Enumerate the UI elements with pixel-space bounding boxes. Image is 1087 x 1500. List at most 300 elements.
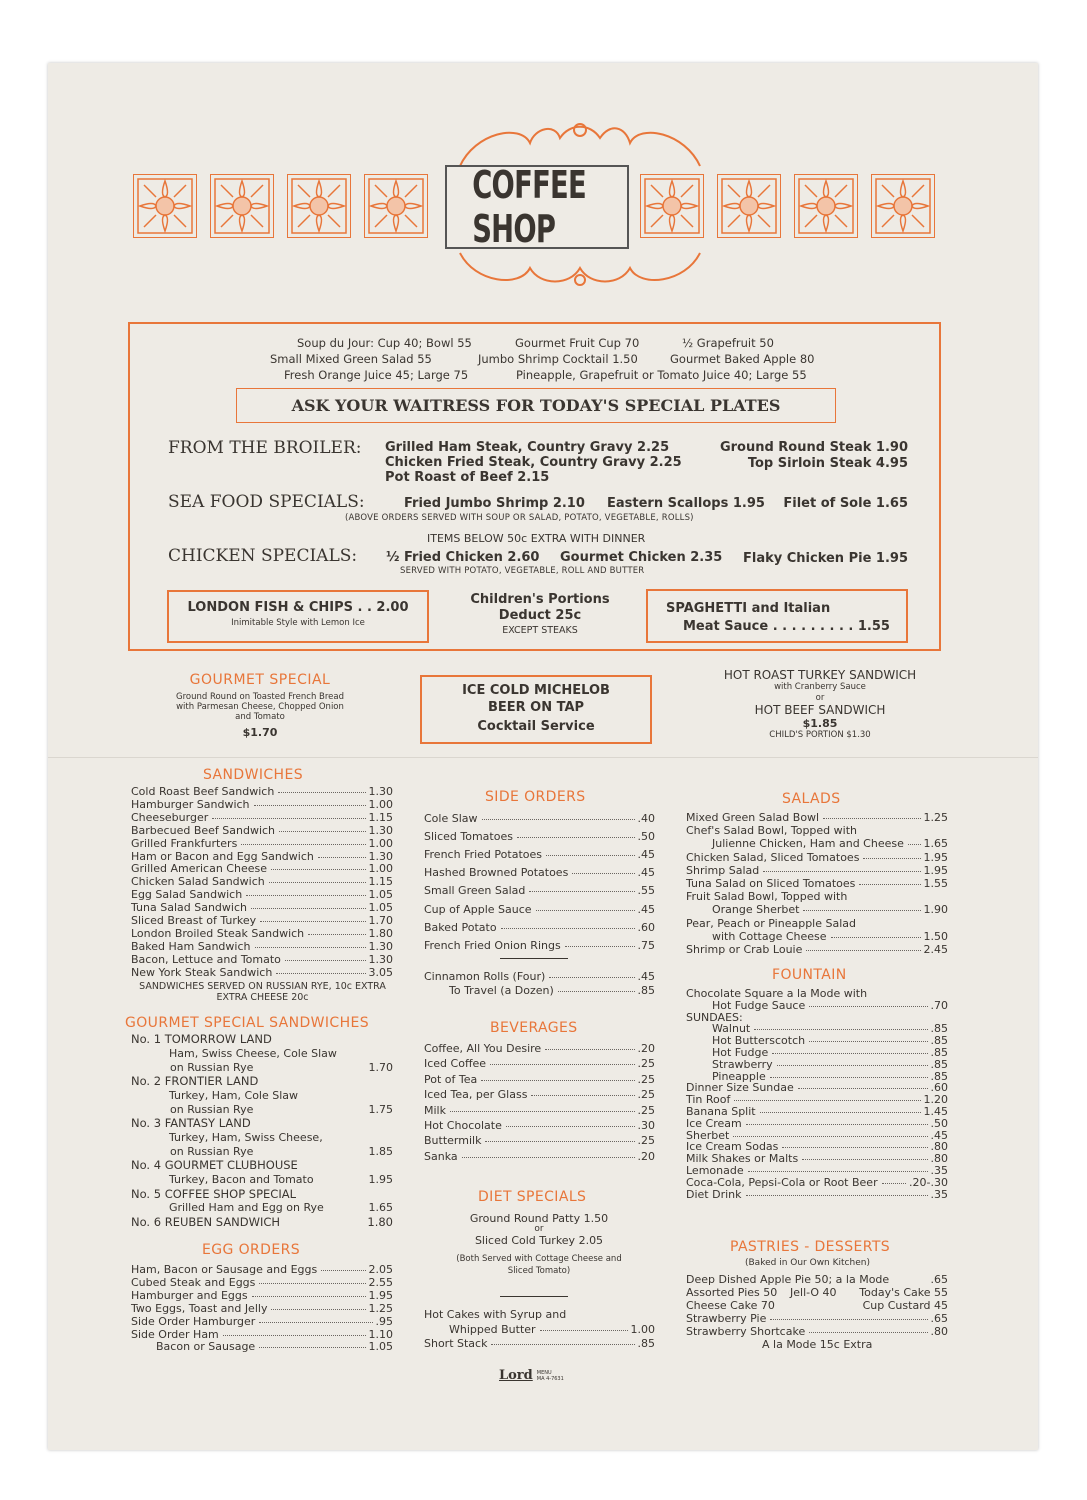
item-name: London Broiled Steak Sandwich bbox=[131, 926, 305, 940]
broiler-item: Top Sirloin Steak 4.95 bbox=[747, 456, 908, 471]
item-name: Barbecued Beef Sandwich bbox=[131, 823, 276, 837]
menu-item-row bbox=[131, 1328, 393, 1341]
dot-leader bbox=[908, 844, 921, 845]
gourmet-sandwich-desc bbox=[169, 1047, 393, 1060]
item-name: Bacon, Lettuce and Tomato bbox=[131, 952, 281, 966]
dot-leader bbox=[863, 858, 920, 859]
item-name: Shrimp Salad bbox=[686, 863, 760, 877]
item-name: To Travel (a Dozen) bbox=[449, 984, 554, 997]
item-name: Baked Potato bbox=[424, 920, 497, 934]
dot-leader bbox=[321, 1270, 365, 1271]
menu-item-row bbox=[424, 830, 655, 843]
seafood-note: (ABOVE ORDERS SERVED WITH SOUP OR SALAD, POTATO, VEGETABLE, ROLLS) bbox=[345, 513, 694, 523]
item-name: Ham or Bacon and Egg Sandwich bbox=[131, 849, 314, 863]
item-name: Banana Split bbox=[686, 1105, 756, 1118]
dot-leader bbox=[565, 946, 635, 947]
item-price: .25 bbox=[637, 1103, 655, 1117]
beer-line3: Cocktail Service bbox=[477, 719, 595, 734]
item-name: Walnut bbox=[712, 1022, 751, 1036]
dot-leader bbox=[772, 1053, 927, 1054]
item-price: 1.70 bbox=[368, 1060, 393, 1074]
item-desc: Turkey, Ham, Cole Slaw bbox=[169, 1088, 299, 1102]
diet-line: Ground Round Patty 1.50 bbox=[469, 1212, 609, 1225]
page-title: COFFEE SHOP bbox=[472, 163, 586, 251]
turkey-line6: CHILD'S PORTION $1.30 bbox=[769, 730, 871, 740]
menu-item-row bbox=[424, 1308, 655, 1321]
item-price: 1.00 bbox=[630, 1322, 655, 1336]
item-price: .25 bbox=[637, 1134, 655, 1148]
fold-line bbox=[48, 757, 1038, 758]
item-name: Ice Cream bbox=[686, 1116, 742, 1130]
diet-note: (Both Served with Cottage Cheese and bbox=[456, 1254, 622, 1264]
item-price: 2.45 bbox=[923, 943, 948, 956]
item-price: .85 bbox=[930, 1057, 948, 1071]
menu-item-row bbox=[131, 914, 393, 927]
item-price: 1.20 bbox=[923, 1093, 948, 1107]
divider bbox=[500, 1296, 568, 1297]
menu-item-row bbox=[424, 884, 655, 897]
dot-leader bbox=[481, 1080, 634, 1081]
diet-note: Sliced Tomato) bbox=[507, 1266, 571, 1276]
item-name: SUNDAES: bbox=[686, 1010, 743, 1024]
item-name: Tuna Salad Sandwich bbox=[131, 901, 247, 915]
chicken-item: Gourmet Chicken 2.35 bbox=[560, 550, 723, 565]
dot-leader bbox=[318, 857, 366, 858]
menu-item-row bbox=[131, 824, 393, 837]
item-name: Cinnamon Rolls (Four) bbox=[424, 970, 546, 983]
dot-leader bbox=[806, 950, 920, 951]
dot-leader bbox=[748, 1171, 928, 1172]
item-name: Hashed Browned Potatoes bbox=[424, 866, 569, 880]
dot-leader bbox=[251, 908, 366, 909]
item-name: Lemonade bbox=[686, 1164, 744, 1177]
dot-leader bbox=[285, 960, 366, 961]
dot-leader bbox=[809, 1041, 927, 1042]
item-price: 1.00 bbox=[368, 797, 393, 811]
item-price: .25 bbox=[637, 1057, 655, 1071]
item-name: Cheeseburger bbox=[131, 810, 209, 824]
item-name: Two Eggs, Toast and Jelly bbox=[131, 1301, 268, 1315]
item-name: Side Order Ham bbox=[131, 1327, 219, 1341]
beverages-title: BEVERAGES bbox=[490, 1020, 578, 1036]
item-price: 1.45 bbox=[923, 1105, 948, 1118]
children-line1: Children's Portions bbox=[470, 592, 610, 607]
menu-item-row bbox=[131, 1315, 393, 1328]
item-price: .20 bbox=[637, 1042, 655, 1055]
item-price: 2.05 bbox=[368, 1263, 393, 1276]
diet-title: DIET SPECIALS bbox=[478, 1189, 587, 1205]
item-name: Fruit Salad Bowl, Topped with bbox=[686, 890, 848, 904]
diet-specials bbox=[424, 1212, 654, 1277]
broiler-item: Ground Round Steak 1.90 bbox=[719, 440, 908, 455]
dot-leader bbox=[255, 947, 366, 948]
menu-item-row bbox=[131, 940, 393, 953]
menu-item-row bbox=[131, 862, 393, 875]
item-price: .45 bbox=[637, 970, 655, 983]
item-name: Cold Roast Beef Sandwich bbox=[131, 785, 275, 798]
item-name: Iced Tea, per Glass bbox=[424, 1088, 528, 1102]
item-name: Egg Salad Sandwich bbox=[131, 888, 243, 902]
printer-mark bbox=[499, 1368, 564, 1383]
dot-leader bbox=[279, 831, 365, 832]
item-name: Chef's Salad Bowl, Topped with bbox=[686, 824, 857, 838]
item-price: 1.30 bbox=[368, 952, 393, 966]
item-name: Strawberry Pie bbox=[686, 1312, 767, 1325]
item-price: 1.70 bbox=[368, 914, 393, 927]
top-item: Gourmet Baked Apple 80 bbox=[670, 352, 815, 366]
ornament-tile bbox=[640, 174, 704, 238]
dot-leader bbox=[777, 1065, 928, 1066]
dot-leader bbox=[558, 991, 635, 992]
gourmet-special bbox=[160, 672, 360, 739]
beer-line2: BEER ON TAP bbox=[487, 700, 585, 715]
item-name: Dinner Size Sundae bbox=[686, 1081, 794, 1095]
sandwiches-note: EXTRA CHEESE 20c bbox=[216, 992, 309, 1003]
gourmet-sandwich-desc bbox=[169, 1131, 393, 1144]
top-item: Small Mixed Green Salad 55 bbox=[270, 352, 432, 366]
item-name: Sliced Breast of Turkey bbox=[131, 914, 257, 927]
dot-leader bbox=[545, 1049, 634, 1050]
item-price: .95 bbox=[375, 1314, 393, 1328]
item-name: Sliced Tomatoes bbox=[424, 830, 513, 844]
sandwiches-title: SANDWICHES bbox=[203, 767, 303, 783]
item-name: Grilled American Cheese bbox=[131, 862, 267, 876]
item-name: Cup of Apple Sauce bbox=[424, 902, 532, 916]
menu-item-row bbox=[686, 1188, 948, 1201]
gourmet-special-desc: and Tomato bbox=[235, 712, 285, 722]
title-box bbox=[445, 165, 629, 249]
seafood-item: Eastern Scallops 1.95 bbox=[607, 496, 765, 511]
item-name: Pineapple bbox=[712, 1069, 766, 1083]
dot-leader bbox=[246, 895, 365, 896]
menu-item-row bbox=[424, 1073, 655, 1086]
menu-item-row bbox=[424, 1088, 655, 1101]
pastries-title: PASTRIES - DESSERTS bbox=[730, 1239, 891, 1255]
item-price: .35 bbox=[930, 1187, 948, 1201]
top-item: Gourmet Fruit Cup 70 bbox=[515, 336, 640, 350]
item-name: Diet Drink bbox=[686, 1187, 742, 1201]
seafood-label: SEA FOOD SPECIALS: bbox=[168, 492, 365, 512]
item-price: 1.00 bbox=[368, 836, 393, 850]
chicken-item: ½ Fried Chicken 2.60 bbox=[386, 550, 540, 565]
item-price: .20-.30 bbox=[909, 1175, 948, 1189]
banner-box bbox=[236, 388, 836, 423]
dot-leader bbox=[259, 1322, 372, 1323]
item-price: .20 bbox=[637, 1149, 655, 1163]
pastry-row bbox=[686, 1286, 948, 1299]
gourmet-sandwich-desc bbox=[169, 1089, 393, 1102]
item-name: Hot Fudge bbox=[712, 1046, 769, 1059]
turkey-line3: or bbox=[815, 693, 825, 703]
item-price: 1.75 bbox=[368, 1102, 393, 1116]
item-price: .80 bbox=[930, 1152, 948, 1166]
item-name: Sanka bbox=[424, 1149, 458, 1163]
item-name: Jell-O 40 bbox=[790, 1286, 837, 1299]
printer-line: MENU bbox=[536, 1369, 552, 1376]
menu-item-row bbox=[131, 837, 393, 850]
turkey-special bbox=[700, 668, 940, 740]
children-line2: Deduct 25c bbox=[498, 608, 582, 623]
item-name: Ham, Bacon or Sausage and Eggs bbox=[131, 1263, 318, 1276]
dot-leader bbox=[252, 1296, 366, 1297]
menu-item-row bbox=[424, 939, 655, 952]
ornament-tile bbox=[717, 174, 781, 238]
menu-item-row bbox=[424, 1042, 655, 1055]
item-name: Pot of Tea bbox=[424, 1072, 478, 1086]
item-price: .60 bbox=[637, 920, 655, 934]
menu-item-row bbox=[131, 901, 393, 914]
menu-item-row bbox=[131, 850, 393, 863]
broiler-label: FROM THE BROILER: bbox=[168, 438, 362, 458]
menu-item-row bbox=[131, 811, 393, 824]
item-price: .40 bbox=[637, 812, 655, 825]
item-price: .45 bbox=[637, 866, 655, 880]
dot-leader bbox=[859, 884, 920, 885]
diet-line: or bbox=[534, 1224, 544, 1234]
menu-item-row bbox=[424, 848, 655, 861]
banner-text: ASK YOUR WAITRESS FOR TODAY'S SPECIAL PLATES bbox=[291, 396, 781, 415]
gourmet-sandwich-name: No. 5 COFFEE SHOP SPECIAL bbox=[131, 1186, 297, 1201]
dot-leader bbox=[485, 1141, 634, 1142]
item-price: 1.95 bbox=[368, 1288, 393, 1302]
menu-item-row bbox=[686, 811, 948, 824]
ornament-tile bbox=[871, 174, 935, 238]
menu-item-row bbox=[424, 1337, 655, 1350]
printer-info bbox=[537, 1370, 564, 1382]
gourmet-sandwich-name: No. 1 TOMORROW LAND bbox=[131, 1032, 272, 1046]
gourmet-sandwich-name: No. 2 FRONTIER LAND bbox=[131, 1074, 259, 1089]
menu-item-row bbox=[686, 851, 948, 864]
menu-item-row bbox=[686, 1312, 948, 1325]
item-name: Milk bbox=[424, 1103, 446, 1117]
salads-title: SALADS bbox=[782, 791, 841, 807]
item-price: .80 bbox=[930, 1140, 948, 1154]
item-price: .45 bbox=[637, 902, 655, 916]
fish-box bbox=[167, 590, 429, 643]
menu-item-row bbox=[712, 930, 948, 943]
menu-item-row bbox=[712, 837, 948, 850]
item-price: 1.80 bbox=[367, 1214, 393, 1229]
dot-leader bbox=[823, 818, 920, 819]
top-item: Fresh Orange Juice 45; Large 75 bbox=[284, 368, 469, 382]
item-name: Cubed Steak and Eggs bbox=[131, 1275, 256, 1289]
chicken-pre-note: ITEMS BELOW 50c EXTRA WITH DINNER bbox=[427, 532, 646, 545]
chicken-label: CHICKEN SPECIALS: bbox=[168, 546, 358, 566]
item-price: 1.65 bbox=[923, 837, 948, 851]
item-price: .85 bbox=[930, 1022, 948, 1036]
item-price: .65 bbox=[930, 1312, 948, 1325]
pastries-subtitle: (Baked in Our Own Kitchen) bbox=[745, 1258, 870, 1268]
menu-item-row bbox=[131, 927, 393, 940]
item-price: 1.25 bbox=[923, 811, 948, 824]
top-item: Soup du Jour: Cup 40; Bowl 55 bbox=[297, 336, 472, 350]
item-price: 1.15 bbox=[368, 810, 393, 824]
pastry-row bbox=[686, 1273, 948, 1286]
item-price: .65 bbox=[930, 1273, 948, 1286]
item-price: 1.85 bbox=[368, 1144, 393, 1158]
spaghetti-line2: Meat Sauce . . . . . . . . . 1.55 bbox=[683, 619, 890, 634]
turkey-line4: HOT BEEF SANDWICH bbox=[754, 703, 886, 717]
item-desc: on Russian Rye bbox=[170, 1102, 254, 1116]
ornament-tile bbox=[364, 174, 428, 238]
menu-item-row bbox=[424, 903, 655, 916]
item-price: .55 bbox=[637, 884, 655, 898]
item-price: .50 bbox=[637, 830, 655, 844]
item-name: Cheese Cake 70 bbox=[686, 1299, 775, 1312]
dot-leader bbox=[501, 928, 635, 929]
item-name: Shrimp or Crab Louie bbox=[686, 943, 803, 956]
dot-leader bbox=[536, 910, 635, 911]
pastry-row bbox=[686, 1299, 948, 1312]
menu-item-row bbox=[424, 1104, 655, 1117]
gourmet-sandwiches-title: GOURMET SPECIAL SANDWICHES bbox=[125, 1015, 370, 1031]
dot-leader bbox=[462, 1157, 635, 1158]
dot-leader bbox=[734, 1100, 920, 1101]
item-name: Cole Slaw bbox=[424, 812, 478, 825]
item-name: Buttermilk bbox=[424, 1134, 482, 1148]
dot-leader bbox=[278, 792, 365, 793]
dot-leader bbox=[803, 910, 920, 911]
item-price: .80 bbox=[930, 1325, 948, 1338]
turkey-line1: HOT ROAST TURKEY SANDWICH bbox=[723, 668, 917, 682]
item-name: Hamburger Sandwich bbox=[131, 797, 250, 811]
gourmet-sandwich-desc bbox=[169, 1173, 393, 1186]
menu-item-row bbox=[131, 888, 393, 901]
item-price: .45 bbox=[930, 1128, 948, 1142]
item-name: Side Order Hamburger bbox=[131, 1314, 256, 1328]
ornament-tile bbox=[794, 174, 858, 238]
dot-leader bbox=[276, 973, 365, 974]
seafood-item: Fried Jumbo Shrimp 2.10 bbox=[404, 496, 585, 511]
dot-leader bbox=[782, 1147, 927, 1148]
gourmet-special-title: GOURMET SPECIAL bbox=[189, 672, 331, 688]
dot-leader bbox=[540, 1330, 628, 1331]
menu-item-row bbox=[449, 1323, 655, 1336]
item-price: .25 bbox=[637, 1072, 655, 1086]
menu-item-row bbox=[686, 1325, 948, 1338]
egg-orders-title: EGG ORDERS bbox=[202, 1242, 300, 1258]
printer-brand: Lord bbox=[499, 1368, 533, 1383]
item-price: 1.30 bbox=[368, 823, 393, 837]
item-name: Bacon or Sausage bbox=[156, 1340, 256, 1354]
dot-leader bbox=[269, 882, 366, 883]
fish-sub: Inimitable Style with Lemon Ice bbox=[231, 618, 365, 628]
menu-item-row bbox=[131, 1289, 393, 1302]
item-price: .75 bbox=[637, 938, 655, 952]
item-price: 1.65 bbox=[368, 1201, 393, 1215]
gourmet-sandwich-name: No. 3 FANTASY LAND bbox=[131, 1116, 251, 1131]
chicken-item: Flaky Chicken Pie 1.95 bbox=[742, 551, 908, 566]
item-price: 1.95 bbox=[923, 863, 948, 877]
menu-item-row bbox=[686, 824, 948, 837]
item-price: 2.55 bbox=[368, 1275, 393, 1289]
children-line3: EXCEPT STEAKS bbox=[502, 625, 578, 636]
gourmet-sandwich-name: No. 4 GOURMET CLUBHOUSE bbox=[131, 1158, 298, 1173]
item-price: 1.95 bbox=[923, 850, 948, 864]
item-name: Deep Dished Apple Pie 50; a la Mode bbox=[686, 1273, 890, 1286]
broiler-item: Pot Roast of Beef 2.15 bbox=[385, 470, 550, 485]
item-desc: on Russian Rye bbox=[170, 1144, 254, 1158]
dot-leader bbox=[546, 855, 635, 856]
spaghetti-line1: SPAGHETTI and Italian bbox=[666, 601, 831, 616]
item-name: Sherbet bbox=[686, 1128, 730, 1142]
gourmet-sandwich-name bbox=[131, 1216, 393, 1229]
menu-item-row bbox=[131, 1263, 393, 1276]
item-name: Hot Cakes with Syrup and bbox=[424, 1308, 567, 1321]
gourmet-sandwich-desc bbox=[170, 1145, 393, 1158]
gourmet-sandwich-desc bbox=[170, 1061, 393, 1074]
item-price: 1.30 bbox=[368, 939, 393, 953]
dot-leader bbox=[490, 1064, 634, 1065]
menu-item-row bbox=[449, 984, 655, 997]
dot-leader bbox=[260, 921, 365, 922]
fish-title: LONDON FISH & CHIPS . . 2.00 bbox=[187, 600, 409, 615]
dot-leader bbox=[746, 1195, 928, 1196]
dot-leader bbox=[259, 1283, 365, 1284]
item-price: .30 bbox=[637, 1119, 655, 1132]
top-item: Jumbo Shrimp Cocktail 1.50 bbox=[478, 352, 638, 366]
item-name: Cup Custard 45 bbox=[862, 1299, 948, 1312]
item-price: 1.55 bbox=[923, 877, 948, 890]
item-name: Small Green Salad bbox=[424, 884, 526, 898]
beer-line1: ICE COLD MICHELOB bbox=[462, 683, 610, 698]
item-price: 1.10 bbox=[368, 1327, 393, 1341]
item-name: Chocolate Square a la Mode with bbox=[686, 987, 868, 1000]
item-price: 1.30 bbox=[368, 785, 393, 798]
dot-leader bbox=[802, 1159, 927, 1160]
diet-line: Sliced Cold Turkey 2.05 bbox=[474, 1234, 604, 1247]
item-name: Julienne Chicken, Ham and Cheese bbox=[712, 837, 904, 851]
item-price: .70 bbox=[930, 998, 948, 1012]
menu-item-row bbox=[131, 875, 393, 888]
dot-leader bbox=[754, 1029, 927, 1030]
menu-item-row bbox=[424, 1150, 655, 1163]
menu-item-row bbox=[424, 921, 655, 934]
ornament-tile bbox=[287, 174, 351, 238]
item-name: Orange Sherbet bbox=[712, 903, 800, 917]
dot-leader bbox=[223, 1335, 366, 1336]
item-name: Assorted Pies 50 bbox=[686, 1286, 778, 1299]
menu-item-row bbox=[131, 966, 393, 979]
item-name: Iced Coffee bbox=[424, 1057, 487, 1071]
gourmet-sandwich-desc bbox=[170, 1103, 393, 1116]
item-desc: Grilled Ham and Egg on Rye bbox=[169, 1201, 324, 1215]
menu-item-row bbox=[686, 890, 948, 903]
item-name: Strawberry Shortcake bbox=[686, 1325, 806, 1338]
dot-leader bbox=[549, 977, 634, 978]
item-name: Ice Cream Sodas bbox=[686, 1140, 779, 1154]
dot-leader bbox=[506, 1126, 635, 1127]
children-portions bbox=[440, 592, 640, 637]
item-name: French Fried Onion Rings bbox=[424, 938, 561, 952]
gourmet-special-price: $1.70 bbox=[242, 726, 278, 739]
gourmet-special-desc: with Parmesan Cheese, Chopped Onion bbox=[176, 702, 344, 712]
item-price: 1.00 bbox=[368, 862, 393, 876]
item-name: with Cottage Cheese bbox=[712, 929, 827, 943]
gourmet-special-desc: Ground Round on Toasted French Bread bbox=[175, 692, 345, 702]
menu-item-row bbox=[131, 1276, 393, 1289]
item-name: French Fried Potatoes bbox=[424, 848, 542, 862]
item-price: .85 bbox=[930, 1034, 948, 1048]
printer-line: MA 4-7631 bbox=[536, 1375, 564, 1382]
item-desc: on Russian Rye bbox=[170, 1060, 254, 1074]
item-price: 1.05 bbox=[368, 901, 393, 915]
item-name: Tin Roof bbox=[686, 1093, 731, 1107]
gourmet-sandwich-desc bbox=[169, 1201, 393, 1214]
item-price: .25 bbox=[637, 1088, 655, 1102]
chicken-note: SERVED WITH POTATO, VEGETABLE, ROLL AND BUTTER bbox=[400, 566, 645, 576]
dot-leader bbox=[517, 837, 635, 838]
